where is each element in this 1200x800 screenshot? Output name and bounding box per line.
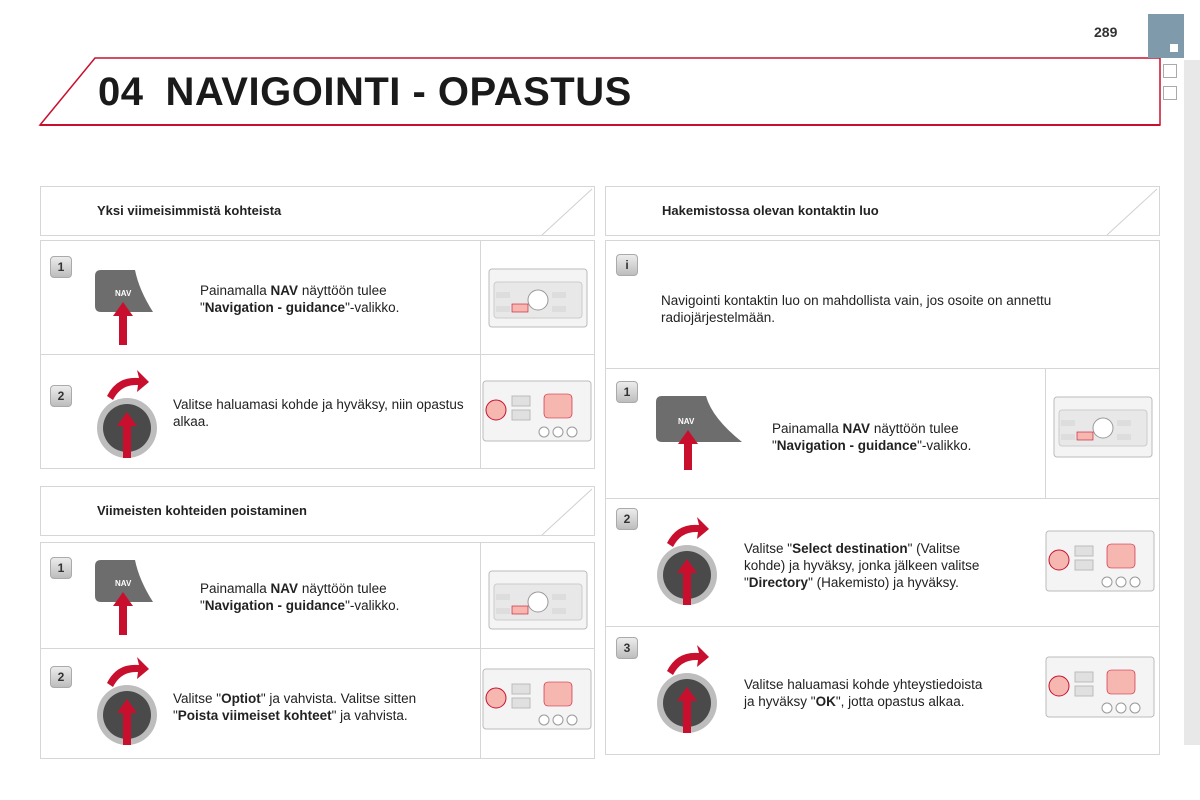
step-text: Painamalla NAV näyttöön tulee "Navigation - guidance"-valikko. <box>200 283 400 315</box>
section-heading-text: Yksi viimeisimmistä kohteista <box>97 203 282 218</box>
radio-panel-image <box>1045 530 1155 592</box>
page-side-rail <box>1184 60 1200 745</box>
step-text: Valitse haluamasi kohde ja hyväksy, niin opastus alkaa. <box>173 397 464 429</box>
index-square <box>1163 86 1177 100</box>
nav-key-label: NAV <box>678 417 695 426</box>
step-badge: 2 <box>616 508 638 530</box>
chapter-number: 04 <box>98 70 144 114</box>
nav-key-icon <box>656 396 746 471</box>
step-text: Painamalla NAV näyttöön tulee "Navigation - guidance"-valikko. <box>772 421 972 453</box>
page-number: 289 <box>1094 24 1118 40</box>
radio-panel-image <box>1045 656 1155 718</box>
nav-key-icon <box>95 560 155 635</box>
step-text: Painamalla NAV näyttöön tulee "Navigation - guidance"-valikko. <box>200 581 400 613</box>
section-heading-recent <box>40 186 595 236</box>
section-heading-text: Hakemistossa olevan kontaktin luo <box>662 203 879 218</box>
step-badge: 2 <box>50 666 72 688</box>
section-heading-delete-recent <box>40 486 595 536</box>
divider <box>605 368 1160 369</box>
chapter-title <box>98 70 632 115</box>
step-badge: 2 <box>50 385 72 407</box>
radio-panel-image <box>488 570 588 630</box>
radio-panel-image <box>482 380 592 442</box>
section-heading-text: Viimeisten kohteiden poistaminen <box>97 503 307 518</box>
step-badge: 1 <box>50 557 72 579</box>
radio-panel-image <box>1053 396 1153 458</box>
section-heading-contact <box>605 186 1160 236</box>
divider <box>480 240 481 469</box>
step-text: Valitse "Select destination" (Valitse kohde) ja hyväksy, jonka jälkeen valitse "Directory" (Hakemisto) ja hyväksy. <box>744 541 980 590</box>
nav-key-icon <box>95 270 155 345</box>
info-text: Navigointi kontaktin luo on mahdollista vain, jos osoite on annettu radiojärjestelmään. <box>661 293 1052 325</box>
step-text: Valitse "Optiot" ja vahvista. Valitse sitten "Poista viimeiset kohteet" ja vahvista. <box>173 691 417 723</box>
step-badge: 3 <box>616 637 638 659</box>
divider <box>480 542 481 759</box>
index-square <box>1163 64 1177 78</box>
radio-panel-image <box>488 268 588 328</box>
step-text: Valitse haluamasi kohde yhteystiedoista ja hyväksy "OK", jotta opastus alkaa. <box>744 677 983 709</box>
info-icon: i <box>616 254 638 276</box>
rotary-dial-icon <box>95 655 160 747</box>
rotary-dial-icon <box>95 368 160 460</box>
divider <box>40 354 595 355</box>
divider <box>605 498 1160 499</box>
rotary-dial-icon <box>655 643 720 735</box>
chapter-title-text: NAVIGOINTI - OPASTUS <box>165 70 632 114</box>
chapter-tab-marker <box>1148 14 1184 58</box>
radio-panel-image <box>482 668 592 730</box>
divider <box>605 626 1160 627</box>
step-badge: 1 <box>50 256 72 278</box>
nav-key-label: NAV <box>115 289 132 298</box>
divider <box>40 648 595 649</box>
step-badge: 1 <box>616 381 638 403</box>
divider <box>1045 368 1046 498</box>
rotary-dial-icon <box>655 515 720 607</box>
nav-key-label: NAV <box>115 579 132 588</box>
